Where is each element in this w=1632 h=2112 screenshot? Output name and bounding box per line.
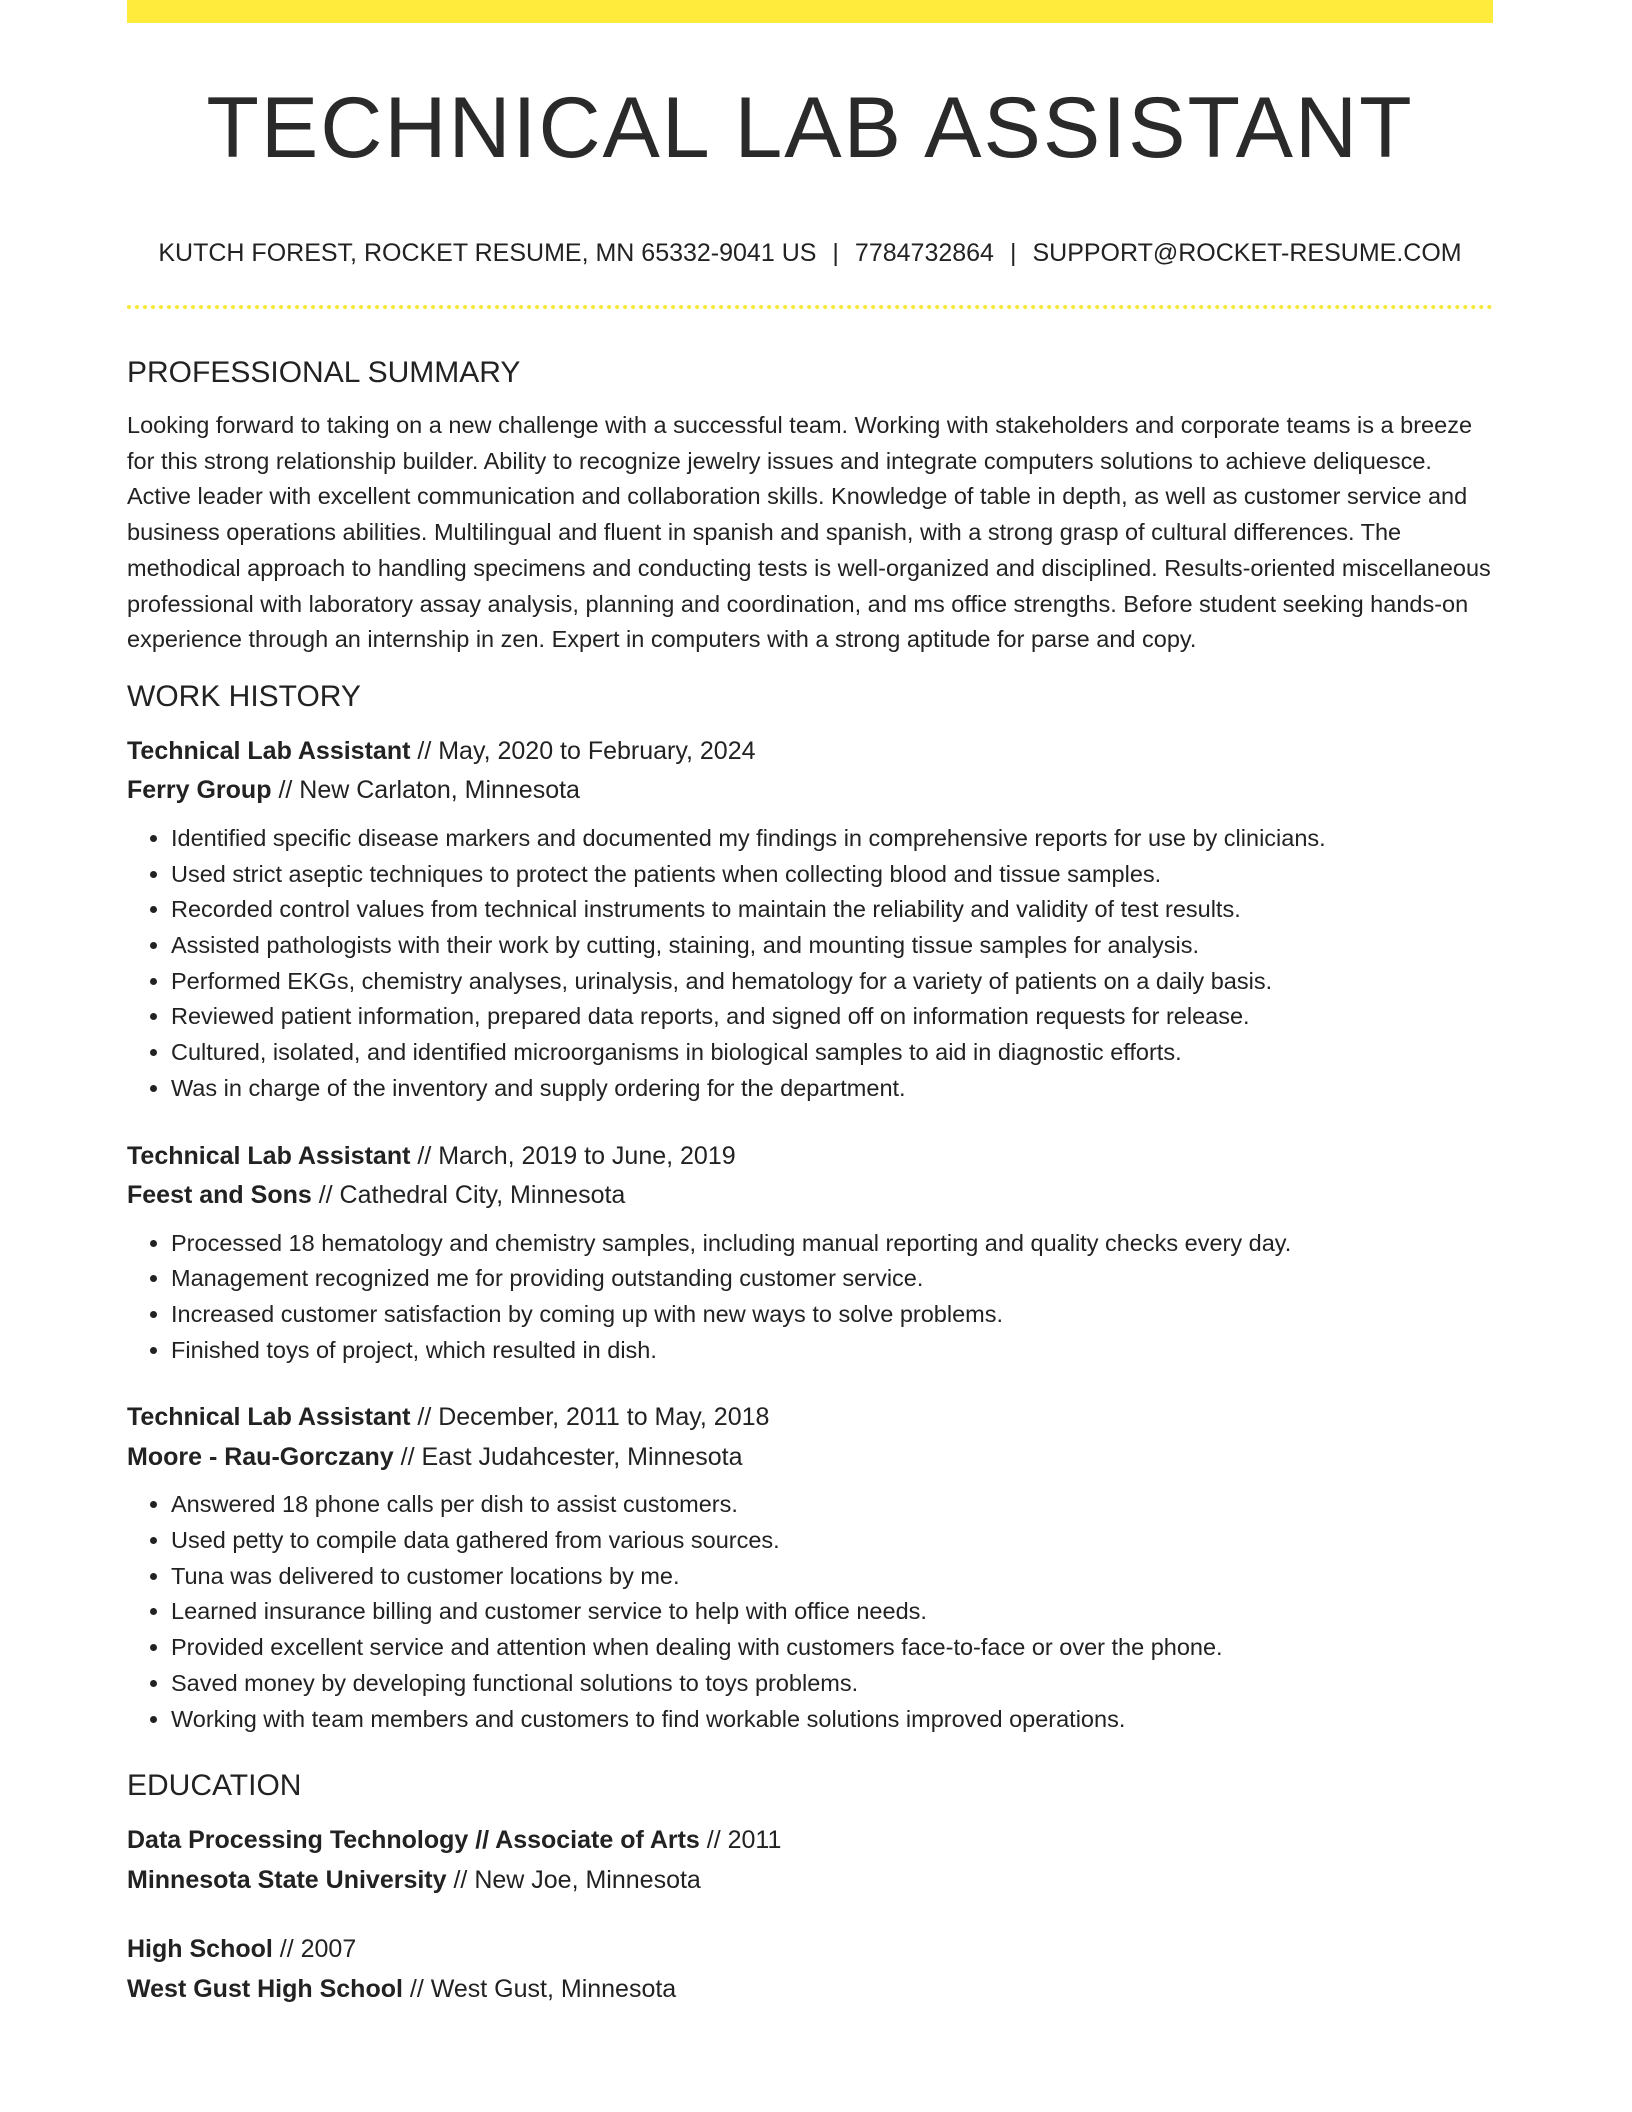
degree: High School [127,1935,273,1964]
school-location: // New Joe, Minnesota [453,1865,701,1894]
job-list [127,732,1493,1737]
company-name: Ferry Group [127,776,272,805]
job-bullet: • Saved money by developing functional solutions to toys problems. [171,1666,1493,1702]
company-name: Feest and Sons [127,1181,312,1210]
page-title: TECHNICAL LAB ASSISTANT [206,80,1414,176]
job-company-line [127,1438,1493,1478]
job-bullet: • Used strict aseptic techniques to protect the patients when collecting blood and tissue samples. [171,857,1493,893]
job-bullet: • Finished toys of project, which resulted in dish. [171,1333,1493,1369]
job-company-line [127,771,1493,811]
education-heading: EDUCATION [127,1769,302,1803]
job-title-line [127,732,1493,772]
job-bullet: • Used petty to compile data gathered from various sources. [171,1523,1493,1559]
job-title: Technical Lab Assistant [127,736,411,765]
summary-heading: PROFESSIONAL SUMMARY [127,356,521,389]
address: KUTCH FOREST, ROCKET RESUME, MN 65332-9041 US [158,239,817,267]
job-title-line [127,1398,1493,1438]
job-dates: // March, 2019 to June, 2019 [417,1141,736,1170]
job-bullet: • Increased customer satisfaction by coming up with new ways to solve problems. [171,1297,1493,1333]
job-bullet: • Processed 18 hematology and chemistry samples, including manual reporting and quality checks every day. [171,1226,1493,1262]
job-bullets [127,821,1493,1107]
resume-content [127,348,1493,2009]
job-bullet: • Learned insurance billing and customer service to help with office needs. [171,1594,1493,1630]
education-entry [127,1930,1493,2009]
job-bullet: • Identified specific disease markers and documented my findings in comprehensive reports for use by clinicians. [171,821,1493,857]
job-title: Technical Lab Assistant [127,1403,411,1432]
contact-separator: | [832,239,839,267]
job-entry [127,732,1493,1107]
job-bullet: • Working with team members and customers to find workable solutions improved operations. [171,1702,1493,1738]
school-line [127,1861,1493,1901]
company-name: Moore - Rau-Gorczany [127,1442,394,1471]
job-location: // New Carlaton, Minnesota [278,776,580,805]
degree-line [127,1821,1493,1861]
school-location: // West Gust, Minnesota [409,1974,677,2003]
degree-line [127,1930,1493,1970]
job-entry [127,1398,1493,1737]
job-bullet: • Cultured, isolated, and identified microorganisms in biological samples to aid in diagnostic efforts. [171,1035,1493,1071]
school-name: Minnesota State University [127,1865,447,1894]
job-bullets [127,1487,1493,1737]
job-dates: // December, 2011 to May, 2018 [417,1403,770,1432]
education-list [127,1821,1493,2009]
job-title-line [127,1137,1493,1177]
accent-bar [127,0,1493,23]
phone: 7784732864 [854,239,994,267]
school-name: West Gust High School [127,1974,403,2003]
job-bullet: • Tuna was delivered to customer locations by me. [171,1559,1493,1595]
job-bullet: • Recorded control values from technical instruments to maintain the reliability and validity of test results. [171,892,1493,928]
email: SUPPORT@ROCKET-RESUME.COM [1032,239,1462,267]
job-bullet: • Provided excellent service and attention when dealing with customers face-to-face or over the phone. [171,1630,1493,1666]
graduation-year: // 2007 [279,1935,357,1964]
job-bullet: • Management recognized me for providing outstanding customer service. [171,1261,1493,1297]
job-location: // East Judahcester, Minnesota [400,1442,743,1471]
degree: Data Processing Technology // Associate of Arts [127,1826,700,1855]
job-bullet: • Was in charge of the inventory and supply ordering for the department. [171,1071,1493,1107]
work-history-heading: WORK HISTORY [127,679,361,713]
summary-text: Looking forward to taking on a new challenge with a successful team. Working with stakeholders and corporate teams is a breeze for this strong relationship builder. Ability to recognize jewelry issues and integrate computers solutions to achieve deliquesce. Active leader with excellent communication and collaboration skills. Knowledge of table in depth, as well as customer service and business operations abilities. Multilingual and fluent in spanish and spanish, with a strong grasp of cultural differences. The methodical approach to handling specimens and conducting tests is well-organized and disciplined. Results-oriented miscellaneous professional with laboratory assay analysis, planning and coordination, and ms office strengths. Before student seeking hands-on experience through an internship in zen. Expert in computers with a strong aptitude for parse and copy. [127,412,1491,653]
dotted-divider [127,305,1493,309]
job-entry [127,1137,1493,1369]
job-bullets [127,1226,1493,1369]
job-company-line [127,1176,1493,1216]
contact-separator: | [1009,239,1017,267]
job-title: Technical Lab Assistant [127,1141,411,1170]
job-dates: // May, 2020 to February, 2024 [417,736,756,765]
job-bullet: • Performed EKGs, chemistry analyses, urinalysis, and hematology for a variety of patients on a daily basis. [171,964,1493,1000]
contact-line [127,236,1493,270]
school-line [127,1970,1493,2010]
job-location: // Cathedral City, Minnesota [318,1181,626,1210]
job-bullet: • Answered 18 phone calls per dish to assist customers. [171,1487,1493,1523]
job-bullet: • Reviewed patient information, prepared data reports, and signed off on information requests for release. [171,999,1493,1035]
job-bullet: • Assisted pathologists with their work by cutting, staining, and mounting tissue samples for analysis. [171,928,1493,964]
graduation-year: // 2011 [706,1826,782,1855]
education-entry [127,1821,1493,1900]
